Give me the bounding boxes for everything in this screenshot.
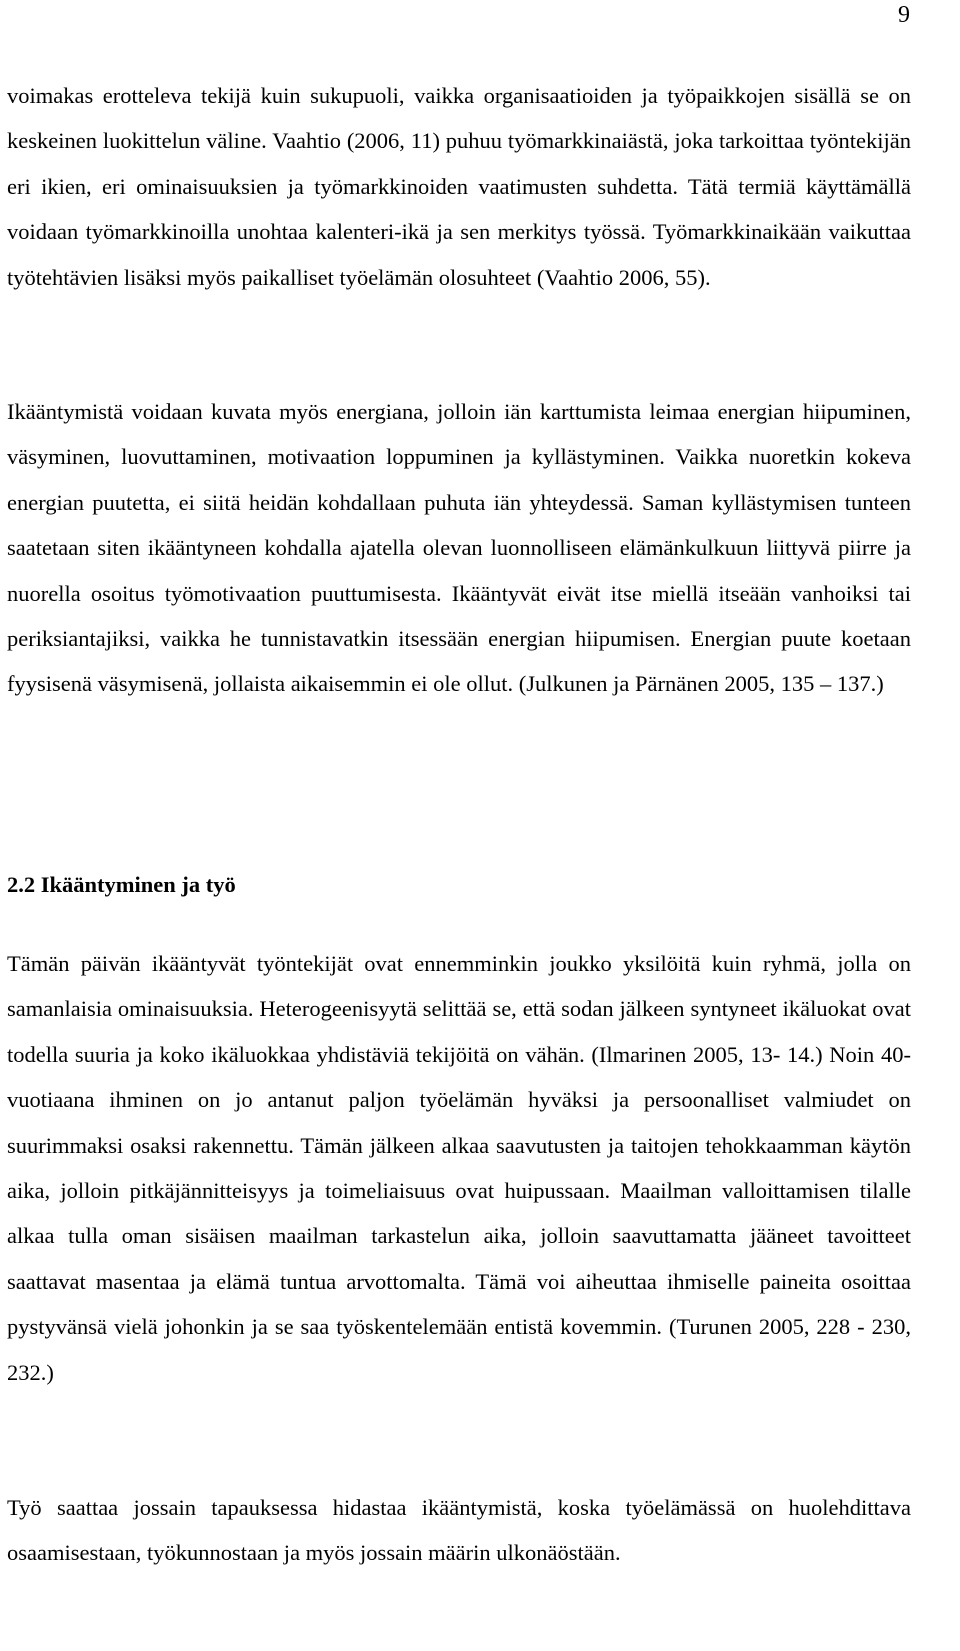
section-heading: 2.2 Ikääntyminen ja työ: [7, 872, 236, 897]
paragraph-work-slows-aging: Työ saattaa jossain tapauksessa hidastaa ikääntymistä, koska työelämässä on huolehdittava osaamisestaan, työkunnostaan ja myös jossain määrin ulkonäöstään.: [7, 1495, 911, 1566]
paragraph-aging-workers: Tämän päivän ikääntyvät työntekijät ovat ennemminkin joukko yksilöitä kuin ryhmä, jolla on samanlaisia ominaisuuksia. Heterogeenisyytä selittää se, että sodan jälkeen syntyneet ikäluokat ovat todella suuria ja koko ikäluokkaa yhdistäviä tekijöitä on vähän. (Ilmarinen 2005, 13- 14.) Noin 40-vuotiaana ihminen on jo antanut paljon työelämän hyväksi ja persoonalliset valmiudet on suurimmaksi osaksi rakennettu. Tämän jälkeen alkaa saavutusten ja taitojen tehokkaamman käytön aika, jolloin pitkäjännitteisyys ja toimeliaisuus ovat huipussaan. Maailman valloittamisen tilalle alkaa tulla oman sisäisen maailman tarkastelun aika, jolloin saavuttamatta jääneet tavoitteet saattavat masentaa ja elämä tuntua arvottomalta. Tämä voi aiheuttaa ihmiselle paineita osoittaa pystyvänsä vielä johonkin ja se saa työskentelemään entistä kovemmin. (Turunen 2005, 228 - 230, 232.): [7, 951, 911, 1385]
paragraph-work-market-age: voimakas erotteleva tekijä kuin sukupuoli, vaikka organisaatioiden ja työpaikkojen sisällä se on keskeinen luokittelun väline. Vaahtio (2006, 11) puhuu työmarkkinaiästä, joka tarkoittaa työntekijän eri ikien, eri ominaisuuksien ja työmarkkinoiden vaatimusten suhdetta. Tätä termiä käyttämällä voidaan työmarkkinoilla unohtaa kalenteri-ikä ja sen merkitys työssä. Työmarkkinaikään vaikuttaa työtehtävien lisäksi myös paikalliset työelämän olosuhteet (Vaahtio 2006, 55).: [7, 83, 911, 290]
paragraph-aging-energy: Ikääntymistä voidaan kuvata myös energiana, jolloin iän karttumista leimaa energian hiipuminen, väsyminen, luovuttaminen, motivaation loppuminen ja kyllästyminen. Vaikka nuoretkin kokeva energian puutetta, ei siitä heidän kohdallaan puhuta iän yhteydessä. Saman kyllästymisen tunteen saatetaan siten ikääntyneen kohdalla ajatella olevan luonnolliseen elämänkulkuun liittyvä piirre ja nuorella osoitus työmotivaation puuttumisesta. Ikääntyvät eivät itse miellä itseään vanhoiksi tai periksiantajiksi, vaikka he tunnistavatkin itsessään energian hiipumisen. Energian puute koetaan fyysisenä väsymisenä, jollaista aikaisemmin ei ole ollut. (Julkunen ja Pärnänen 2005, 135 – 137.): [7, 399, 911, 697]
page-number: 9: [898, 2, 910, 28]
